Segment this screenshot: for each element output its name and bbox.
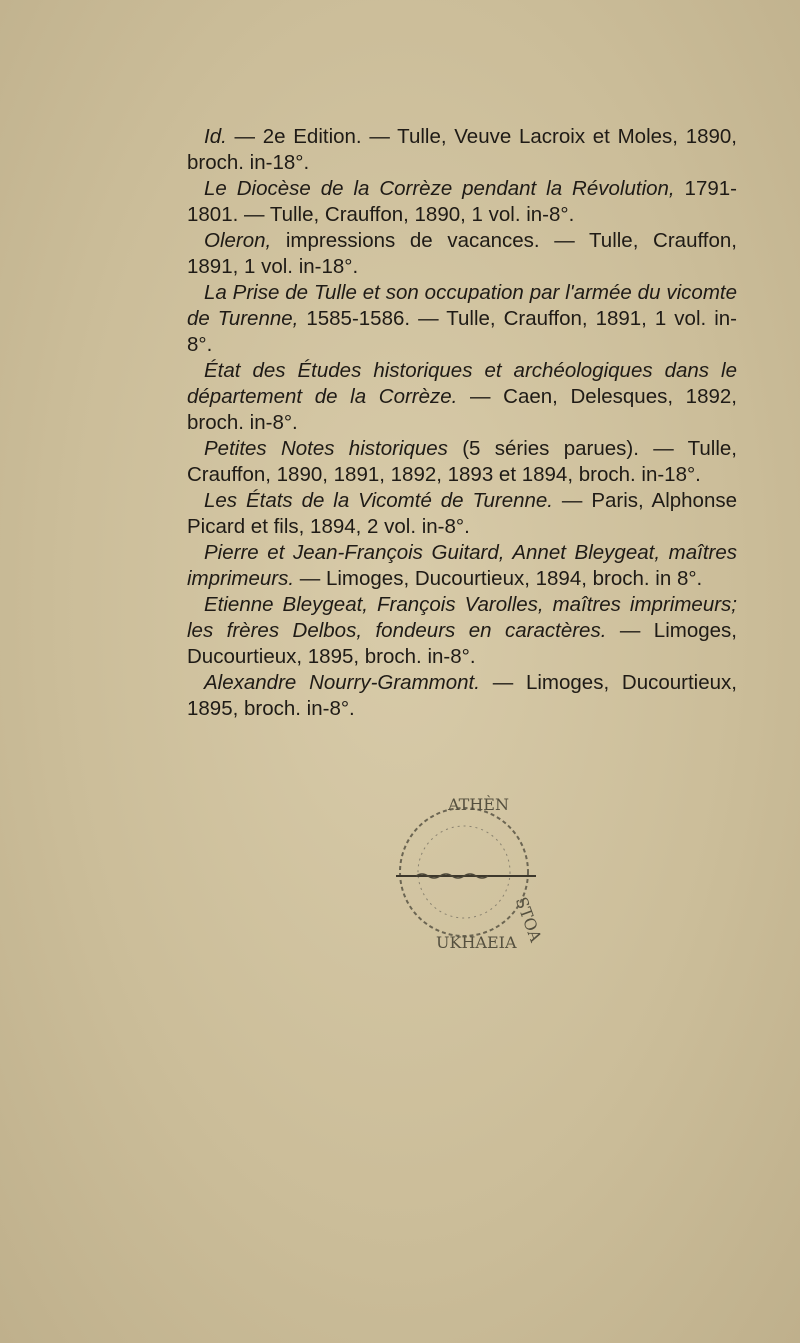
bibliography-entry: [187, 670, 737, 722]
bibliography-entry: [187, 488, 737, 540]
bibliography-list: [187, 124, 737, 722]
entry-title: La Prise de Tulle et son occupation par l'armée du vicomte de Turenne,: [187, 281, 737, 330]
entry-details: 1585-1586. — Tulle, Crauffon, 1891, 1 vol. in-8°.: [187, 307, 737, 356]
entry-details: — Limoges, Ducourtieux, 1894, broch. in 8°.: [294, 567, 703, 590]
entry-title: Les États de la Vicomté de Turenne.: [204, 489, 554, 512]
bibliography-entry: [187, 358, 737, 436]
bibliography-entry: [187, 540, 737, 592]
entry-title: Oleron,: [204, 229, 272, 252]
entry-details: — Limoges, Ducourtieux, 1895, broch. in-8°.: [187, 671, 737, 720]
entry-details: (5 séries parues). — Tulle, Crauffon, 1890, 1891, 1892, 1893 et 1894, broch. in-18°.: [187, 437, 737, 486]
bibliography-entry: [187, 436, 737, 488]
entry-details: 1791-1801. — Tulle, Crauffon, 1890, 1 vol. in-8°.: [187, 177, 737, 226]
bibliography-entry: [187, 124, 737, 176]
entry-details: — 2e Edition. — Tulle, Veuve Lacroix et Moles, 1890, broch. in-18°.: [187, 125, 737, 174]
bibliography-entry: [187, 176, 737, 228]
bibliography-entry: [187, 228, 737, 280]
bibliography-entry: [187, 592, 737, 670]
entry-title: Etienne Bleygeat, François Varolles, maîtres imprimeurs; les frères Delbos, fondeurs en caractères.: [187, 593, 737, 642]
bibliography-entry: [187, 280, 737, 358]
entry-details: — Limoges, Ducourtieux, 1895, broch. in-8°.: [187, 619, 737, 668]
entry-title: Petites Notes historiques: [204, 437, 448, 460]
entry-details: — Paris, Alphonse Picard et fils, 1894, 2 vol. in-8°.: [187, 489, 738, 538]
stamp-bottom-text: UKHAEIA: [436, 933, 517, 952]
stamp-right-text: STOA: [511, 894, 546, 945]
entry-title: Alexandre Nourry-Grammont.: [204, 671, 480, 694]
library-stamp-icon: [376, 784, 556, 964]
entry-title: Id.: [204, 125, 227, 148]
stamp-top-text: ATHÈN: [448, 795, 509, 814]
library-stamp: [376, 784, 556, 964]
entry-title: Le Diocèse de la Corrèze pendant la Révolution,: [204, 177, 675, 200]
entry-title: Pierre et Jean-François Guitard, Annet Bleygeat, maîtres imprimeurs.: [187, 541, 737, 590]
entry-details: — Caen, Delesques, 1892, broch. in-8°.: [187, 385, 737, 434]
entry-title: État des Études historiques et archéologiques dans le département de la Corrèze.: [187, 359, 737, 408]
entry-details: impressions de vacances. — Tulle, Crauffon, 1891, 1 vol. in-18°.: [187, 229, 737, 278]
